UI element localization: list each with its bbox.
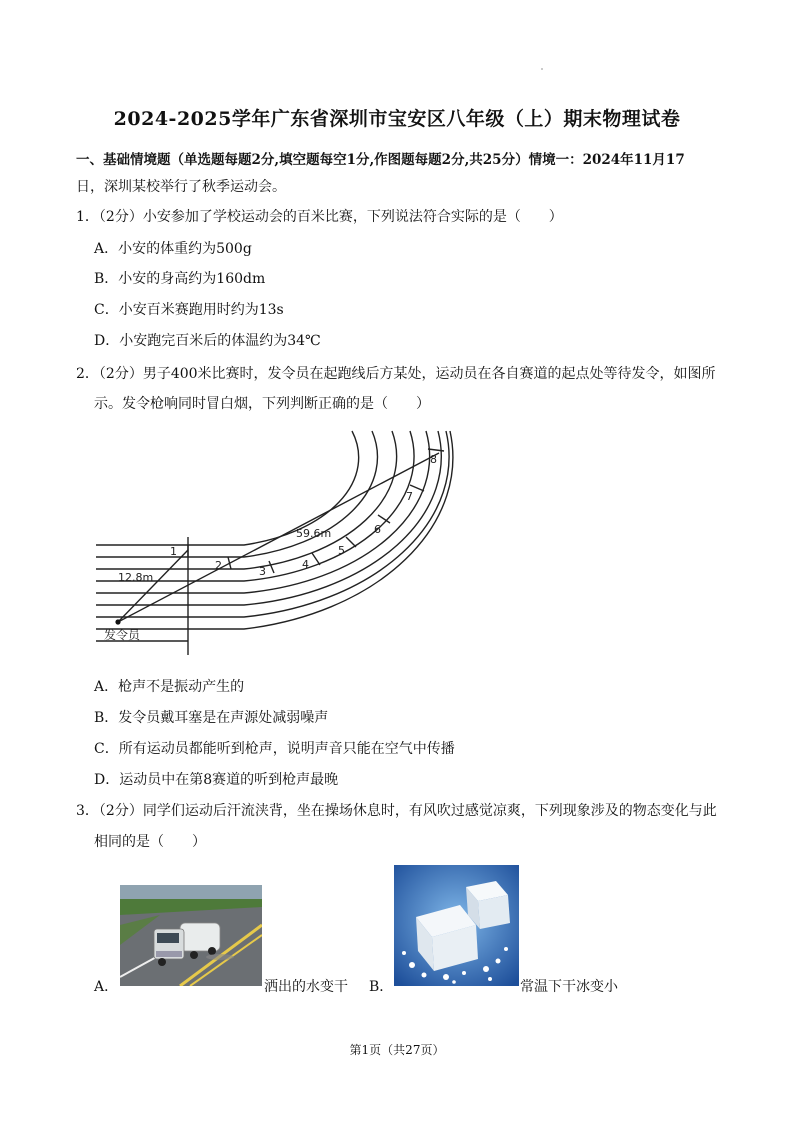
dry-ice-photo xyxy=(394,865,519,986)
question-2-option-d: D．运动员中在第8赛道的听到枪声最晚 xyxy=(94,772,339,788)
scan-dot xyxy=(541,68,543,70)
page-title: 2024-2025学年广东省深圳市宝安区八年级（上）期末物理试卷 xyxy=(113,108,681,130)
section-heading-line1: 一、基础情境题（单选题每题2分,填空题每空1分,作图题每题2分,共25分）情境一：2024年11月17 xyxy=(76,152,685,168)
question-2-option-b: B．发令员戴耳塞是在声源处减弱噪声 xyxy=(94,710,329,726)
lane-label-8: 8 xyxy=(430,453,437,466)
running-track-figure xyxy=(94,425,454,660)
question-1-option-c: C．小安百米赛跑用时约为13s xyxy=(94,302,284,318)
lane-label-1: 1 xyxy=(170,545,177,558)
question-3-option-a-letter: A． xyxy=(94,979,119,995)
section-heading-line2: 日，深圳某校举行了秋季运动会。 xyxy=(76,179,286,195)
question-3-stem-line1: 3．（2分）同学们运动后汗流浃背，坐在操场休息时，有风吹过感觉凉爽，下列现象涉及的物态变化与此 xyxy=(76,803,717,819)
question-2-option-a: A．枪声不是振动产生的 xyxy=(94,679,245,695)
question-2-stem-line2: 示。发令枪响同时冒白烟，下列判断正确的是（ ） xyxy=(94,396,430,412)
question-3-option-a-text: 洒出的水变干 xyxy=(264,979,348,995)
question-3-stem-line2: 相同的是（ ） xyxy=(94,834,206,850)
question-1-stem: 1．（2分）小安参加了学校运动会的百米比赛，下列说法符合实际的是（ ） xyxy=(76,209,563,225)
distance-label-short: 12.8m xyxy=(118,571,154,584)
water-truck-photo xyxy=(120,885,262,986)
question-1-option-d: D．小安跑完百米后的体温约为34℃ xyxy=(94,333,321,349)
question-1-option-b: B．小安的身高约为160dm xyxy=(94,271,266,287)
starter-label: 发令员 xyxy=(104,628,141,642)
question-1-option-a: A．小安的体重约为500g xyxy=(94,241,252,257)
question-2-option-c: C．所有运动员都能听到枪声，说明声音只能在空气中传播 xyxy=(94,741,455,757)
lane-label-5: 5 xyxy=(338,544,345,557)
lane-label-2: 2 xyxy=(215,559,222,572)
lane-label-7: 7 xyxy=(406,490,413,503)
question-3-option-b-text: 常温下干冰变小 xyxy=(520,979,618,995)
lane-label-4: 4 xyxy=(302,558,309,571)
page-footer: 第1页（共27页） xyxy=(349,1043,445,1057)
lane-label-6: 6 xyxy=(374,523,381,536)
distance-label-long: 59.6m xyxy=(296,527,332,540)
lane-label-3: 3 xyxy=(259,565,266,578)
question-3-option-b-letter: B． xyxy=(369,979,394,995)
question-2-stem-line1: 2．（2分）男子400米比赛时，发令员在起跑线后方某处，运动员在各自赛道的起点处等待发令，如图所 xyxy=(76,366,716,382)
